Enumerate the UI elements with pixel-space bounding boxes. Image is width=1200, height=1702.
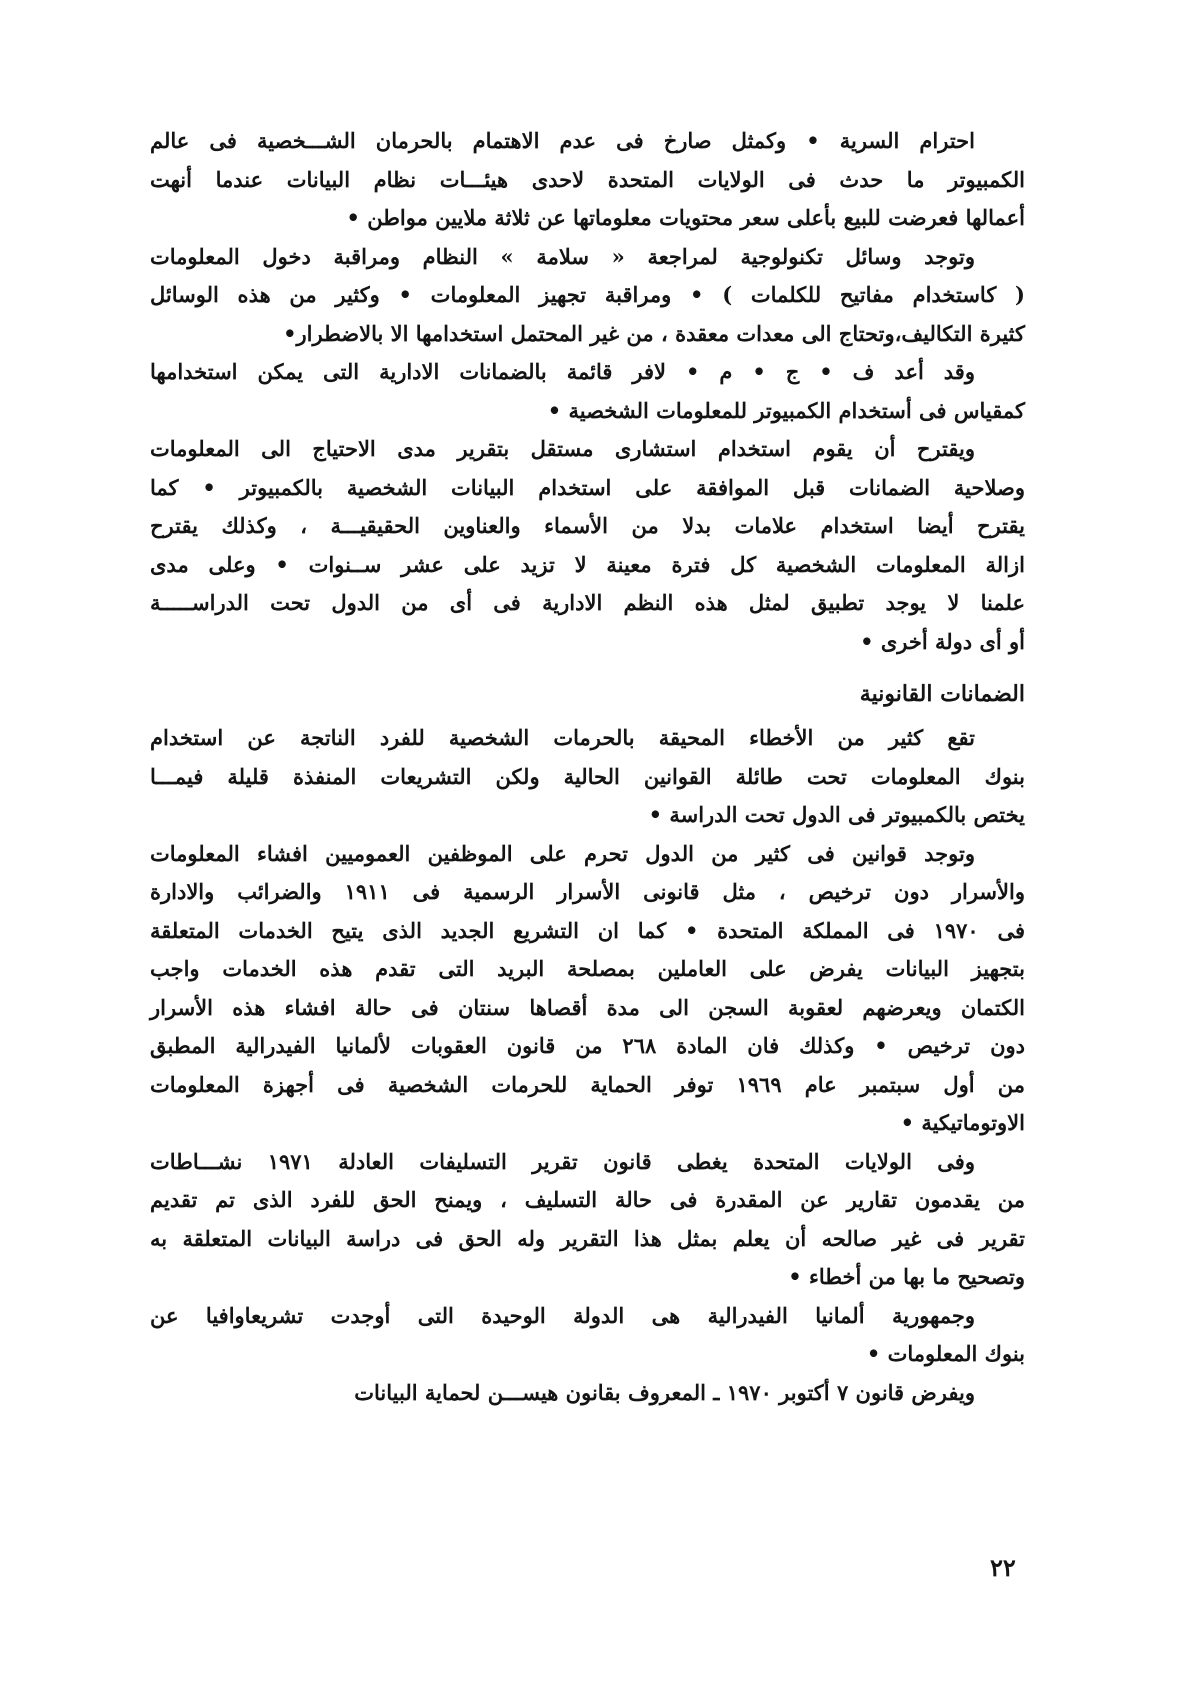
text-line: وتوجد وسائل تكنولوجية لمراجعة « سلامة » النظام ومراقبة دخول المعلومات (150, 243, 975, 269)
text-line: بتجهيز البيانات يفرض على العاملين بمصلحة البريد التى تقدم هذه الخدمات واجب (150, 956, 1025, 981)
text-line: وتوجد قوانين فى كثير من الدول تحرم على الموظفين العموميين افشاء المعلومات (150, 840, 975, 866)
document-body (150, 122, 1025, 1412)
text-line: علمنا لا يوجد تطبيق لمثل هذه النظم الادارية فى أى من الدول تحت الدراســـــة (150, 590, 1025, 615)
paragraph (150, 238, 1025, 354)
paragraph (150, 122, 1025, 238)
paragraph (150, 353, 1025, 430)
text-line: ( كاستخدام مفاتيح للكلمات ) • ومراقبة تجهيز المعلومات • وكثير من هذه الوسائل (150, 282, 1025, 307)
paragraph (150, 1374, 1025, 1413)
paragraph (150, 1143, 1025, 1297)
text-line: ويقترح أن يقوم استخدام استشارى مستقل بتقرير مدى الاحتياج الى المعلومات (150, 436, 975, 461)
text-line: يقترح أيضا استخدام علامات بدلا من الأسماء والعناوين الحقيقيـــة ، وكذلك يقترح (150, 513, 1025, 538)
text-line: بنوك المعلومات تحت طائلة القوانين الحالية ولكن التشريعات المنفذة قليلة فيمـــا (150, 763, 1025, 789)
paragraphs-before-heading (150, 122, 1025, 661)
text-line: كثيرة التكاليف،وتحتاج الى معدات معقدة ، من غير المحتمل استخدامها الا بالاضطرار• (283, 320, 1025, 346)
text-line: وقد أعد ف • ج • م • لافر قائمة بالضمانات الادارية التى يمكن استخدامها (150, 359, 975, 384)
text-line: كمقياس فى أستخدام الكمبيوتر للمعلومات الشخصية • (547, 397, 1025, 423)
page-number: ٢٢ (990, 1553, 1016, 1582)
text-line: تقع كثير من الأخطاء المحيقة بالحرمات الشخصية للفرد الناتجة عن استخدام (150, 725, 975, 750)
text-line: تقرير فى غير صالحه أن يعلم بمثل هذا التقرير وله الحق فى دراسة البيانات المتعلقة به (150, 1225, 1025, 1251)
text-line: وفى الولايات المتحدة يغطى قانون تقرير التسليفات العادلة ١٩٧١ نشـــاطات (150, 1148, 975, 1174)
section-heading: الضمانات القانونية (859, 681, 1025, 707)
text-line: أعمالها فعرضت للبيع بأعلى سعر محتويات معلوماتها عن ثلاثة ملايين مواطن • (346, 205, 1025, 230)
text-line: احترام السرية • وكمثل صارخ فى عدم الاهتمام بالحرمان الشـــخصية فى عالم (150, 128, 975, 153)
text-line: وصلاحية الضمانات قبل الموافقة على استخدام البيانات الشخصية بالكمبيوتر • كما (150, 474, 1025, 500)
text-line: أو أى دولة أخرى • (860, 628, 1025, 654)
text-line: وجمهورية ألمانيا الفيدرالية هى الدولة الوحيدة التى أوجدت تشريعاوافيا عن (150, 1302, 975, 1328)
paragraph (150, 430, 1025, 661)
text-line: ازالة المعلومات الشخصية كل فترة معينة لا تزيد على عشر ســنوات • وعلى مدى (150, 551, 1025, 577)
text-line: الكتمان ويعرضهم لعقوبة السجن الى مدة أقصاها سنتان فى حالة افشاء هذه الأسرار (150, 994, 1025, 1020)
text-line: من أول سبتمبر عام ١٩٦٩ توفر الحماية للحرمات الشخصية فى أجهزة المعلومات (150, 1071, 1025, 1097)
text-line: من يقدمون تقارير عن المقدرة فى حالة التسليف ، ويمنح الحق للفرد الذى تم تقديم (150, 1187, 1025, 1212)
text-line: ويفرض قانون ٧ أكتوبر ١٩٧٠ ـ المعروف بقانون هيســـن لحماية البيانات (354, 1379, 975, 1405)
paragraphs-after-heading (150, 719, 1025, 1412)
text-line: والأسرار دون ترخيص ، مثل قانونى الأسرار الرسمية فى ١٩١١ والضرائب والادارة (150, 879, 1025, 904)
text-line: فى ١٩٧٠ فى المملكة المتحدة • كما ان التشريع الجديد الذى يتيح الخدمات المتعلقة (150, 917, 1025, 943)
text-line: بنوك المعلومات • (866, 1341, 1025, 1366)
text-line: يختص بالكمبيوتر فى الدول تحت الدراسة • (648, 802, 1025, 827)
paragraph (150, 1297, 1025, 1374)
paragraph (150, 835, 1025, 1143)
text-line: وتصحيح ما بها من أخطاء • (788, 1264, 1025, 1289)
text-line: دون ترخيص • وكذلك فان المادة ٢٦٨ من قانون العقوبات لألمانيا الفيدرالية المطبق (150, 1033, 1025, 1058)
text-line: الكمبيوتر ما حدث فى الولايات المتحدة لاحدى هيئـــات نظام البيانات عندما أنهت (150, 166, 1025, 192)
paragraph (150, 719, 1025, 835)
text-line: الاوتوماتيكية • (900, 1110, 1025, 1135)
